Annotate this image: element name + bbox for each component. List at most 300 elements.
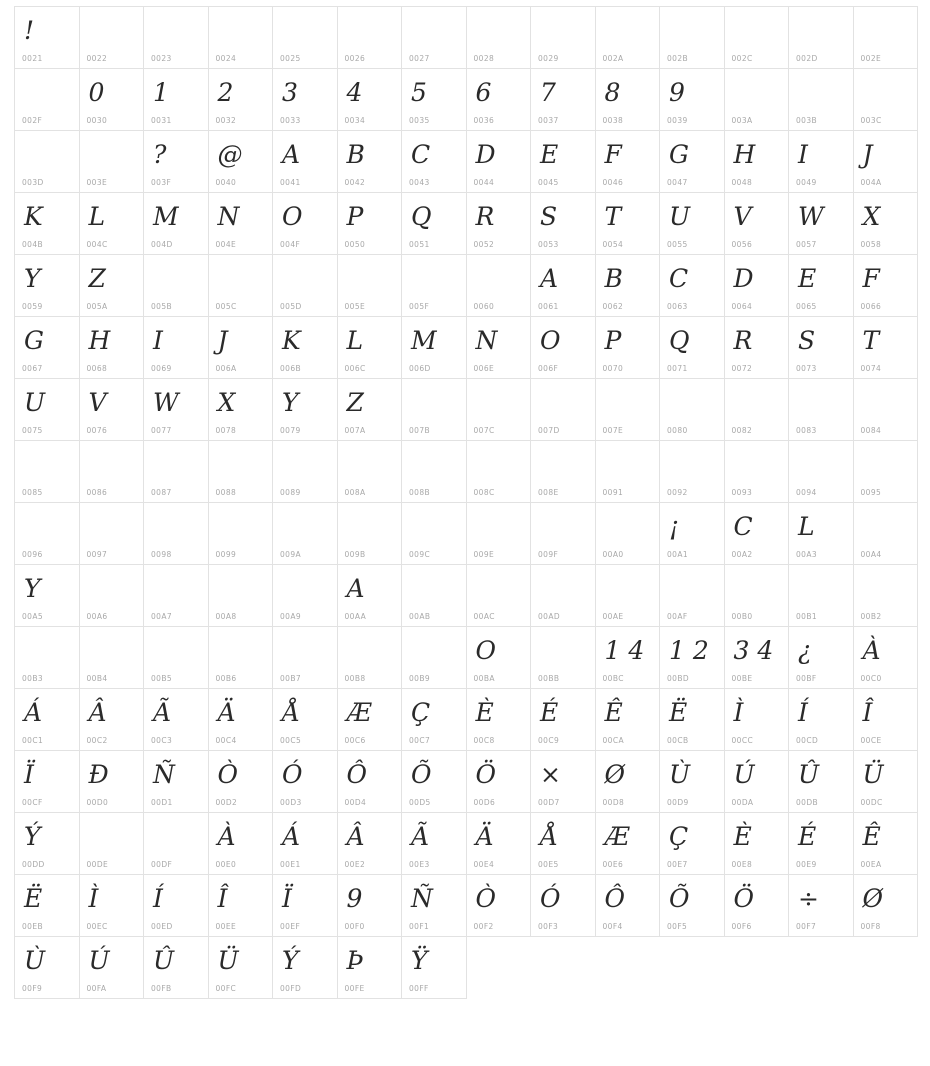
glyph-cell[interactable] xyxy=(144,751,209,813)
glyph-cell[interactable] xyxy=(596,7,661,69)
glyph-character: R xyxy=(475,202,495,231)
glyph-cell[interactable] xyxy=(273,69,338,131)
glyph-character xyxy=(596,509,660,545)
glyph-cell[interactable] xyxy=(80,937,145,999)
glyph-cell[interactable] xyxy=(596,875,661,937)
glyph-character: Ð xyxy=(88,760,109,789)
glyph-character xyxy=(80,137,144,173)
glyph-character xyxy=(660,571,724,607)
glyph-character xyxy=(402,385,466,421)
glyph-codepoint: 00D5 xyxy=(409,798,431,807)
glyph-cell[interactable] xyxy=(854,565,919,627)
glyph-cell[interactable] xyxy=(144,627,209,689)
glyph-cell[interactable] xyxy=(531,193,596,255)
glyph-cell[interactable] xyxy=(15,317,80,379)
glyph-cell[interactable] xyxy=(854,503,919,565)
glyph-cell[interactable] xyxy=(273,627,338,689)
glyph-cell[interactable] xyxy=(789,379,854,441)
glyph-cell[interactable] xyxy=(209,627,274,689)
glyph-cell[interactable] xyxy=(144,441,209,503)
glyph-cell[interactable] xyxy=(144,255,209,317)
glyph-cell[interactable] xyxy=(660,565,725,627)
glyph-codepoint: 0076 xyxy=(86,426,108,435)
glyph-cell[interactable] xyxy=(15,193,80,255)
glyph-cell[interactable] xyxy=(209,751,274,813)
glyph-codepoint: 003D xyxy=(22,178,44,187)
glyph-cell[interactable] xyxy=(402,441,467,503)
glyph-cell[interactable] xyxy=(273,565,338,627)
glyph-cell[interactable] xyxy=(725,317,790,379)
glyph-cell[interactable] xyxy=(338,565,403,627)
glyph-cell[interactable] xyxy=(854,379,919,441)
glyph-cell[interactable] xyxy=(660,255,725,317)
glyph-cell[interactable] xyxy=(402,875,467,937)
glyph-cell[interactable] xyxy=(144,193,209,255)
glyph-cell[interactable] xyxy=(273,937,338,999)
glyph-codepoint: 00B7 xyxy=(280,674,302,683)
glyph-codepoint: 0050 xyxy=(344,240,366,249)
glyph-cell[interactable] xyxy=(531,131,596,193)
glyph-codepoint: 0085 xyxy=(22,488,43,497)
glyph-codepoint: 0057 xyxy=(796,240,817,249)
glyph-cell[interactable] xyxy=(144,379,209,441)
glyph-cell[interactable] xyxy=(80,7,145,69)
glyph-cell[interactable] xyxy=(273,875,338,937)
glyph-codepoint: 00DD xyxy=(22,860,45,869)
glyph-cell[interactable] xyxy=(15,69,80,131)
glyph-cell[interactable] xyxy=(660,689,725,751)
glyph-character: W xyxy=(798,202,824,231)
glyph-character: Ý xyxy=(282,946,299,975)
glyph-cell[interactable] xyxy=(15,813,80,875)
glyph-cell[interactable] xyxy=(467,255,532,317)
glyph-codepoint: 00E1 xyxy=(280,860,301,869)
glyph-cell[interactable] xyxy=(467,565,532,627)
glyph-cell[interactable] xyxy=(660,813,725,875)
glyph-cell[interactable] xyxy=(596,689,661,751)
glyph-cell[interactable] xyxy=(15,937,80,999)
glyph-cell[interactable] xyxy=(273,255,338,317)
glyph-cell[interactable] xyxy=(531,875,596,937)
glyph-cell[interactable] xyxy=(15,751,80,813)
glyph-character: Î xyxy=(862,698,873,727)
glyph-character xyxy=(531,633,595,669)
glyph-cell[interactable] xyxy=(660,627,725,689)
glyph-cell[interactable] xyxy=(209,69,274,131)
glyph-cell[interactable] xyxy=(789,317,854,379)
glyph-cell[interactable] xyxy=(789,689,854,751)
glyph-character: A xyxy=(346,574,365,603)
glyph-codepoint: 00BA xyxy=(473,674,495,683)
glyph-cell[interactable] xyxy=(402,255,467,317)
glyph-cell[interactable] xyxy=(209,813,274,875)
glyph-cell[interactable] xyxy=(596,751,661,813)
glyph-cell[interactable] xyxy=(467,441,532,503)
glyph-cell[interactable] xyxy=(402,379,467,441)
glyph-cell[interactable] xyxy=(273,751,338,813)
glyph-cell[interactable] xyxy=(660,503,725,565)
glyph-character xyxy=(338,509,402,545)
glyph-character: È xyxy=(475,698,494,727)
glyph-cell[interactable] xyxy=(15,7,80,69)
glyph-cell[interactable] xyxy=(209,937,274,999)
glyph-cell[interactable] xyxy=(660,751,725,813)
glyph-cell[interactable] xyxy=(338,627,403,689)
glyph-cell[interactable] xyxy=(209,131,274,193)
glyph-cell[interactable] xyxy=(660,317,725,379)
glyph-cell[interactable] xyxy=(531,69,596,131)
glyph-cell[interactable] xyxy=(531,751,596,813)
glyph-cell[interactable] xyxy=(15,875,80,937)
glyph-character xyxy=(273,261,337,297)
glyph-cell[interactable] xyxy=(338,689,403,751)
glyph-cell[interactable] xyxy=(531,503,596,565)
glyph-codepoint: 00BC xyxy=(602,674,624,683)
glyph-cell[interactable] xyxy=(80,627,145,689)
glyph-cell[interactable] xyxy=(402,317,467,379)
glyph-cell[interactable] xyxy=(660,379,725,441)
glyph-cell[interactable] xyxy=(144,875,209,937)
glyph-cell[interactable] xyxy=(531,565,596,627)
glyph-cell[interactable] xyxy=(402,7,467,69)
glyph-character: F xyxy=(862,264,880,293)
glyph-cell[interactable] xyxy=(854,875,919,937)
glyph-cell[interactable] xyxy=(338,751,403,813)
glyph-cell[interactable] xyxy=(531,255,596,317)
glyph-cell[interactable] xyxy=(338,255,403,317)
glyph-cell[interactable] xyxy=(273,689,338,751)
glyph-cell[interactable] xyxy=(402,813,467,875)
glyph-cell[interactable] xyxy=(854,131,919,193)
glyph-character xyxy=(338,633,402,669)
glyph-cell[interactable] xyxy=(789,131,854,193)
glyph-cell[interactable] xyxy=(531,627,596,689)
glyph-cell[interactable] xyxy=(80,255,145,317)
glyph-cell[interactable] xyxy=(338,7,403,69)
glyph-cell[interactable] xyxy=(854,317,919,379)
glyph-cell[interactable] xyxy=(596,441,661,503)
glyph-cell[interactable] xyxy=(144,565,209,627)
glyph-cell[interactable] xyxy=(209,565,274,627)
glyph-cell[interactable] xyxy=(725,689,790,751)
glyph-cell[interactable] xyxy=(725,7,790,69)
glyph-cell[interactable] xyxy=(854,441,919,503)
glyph-cell[interactable] xyxy=(789,255,854,317)
glyph-character xyxy=(596,447,660,483)
glyph-cell[interactable] xyxy=(402,627,467,689)
glyph-codepoint: 0079 xyxy=(280,426,301,435)
glyph-cell[interactable] xyxy=(789,7,854,69)
glyph-cell[interactable] xyxy=(402,193,467,255)
glyph-cell[interactable] xyxy=(338,69,403,131)
glyph-cell[interactable] xyxy=(338,131,403,193)
glyph-cell[interactable] xyxy=(209,255,274,317)
glyph-character: R xyxy=(733,326,753,355)
glyph-codepoint: 00D7 xyxy=(538,798,560,807)
glyph-character xyxy=(209,633,273,669)
glyph-cell[interactable] xyxy=(725,379,790,441)
glyph-cell[interactable] xyxy=(144,689,209,751)
glyph-cell[interactable] xyxy=(725,503,790,565)
glyph-cell[interactable] xyxy=(596,317,661,379)
glyph-cell[interactable] xyxy=(273,317,338,379)
glyph-character: V xyxy=(88,388,107,417)
glyph-codepoint: 009C xyxy=(409,550,431,559)
glyph-cell[interactable] xyxy=(80,193,145,255)
glyph-cell[interactable] xyxy=(725,751,790,813)
glyph-codepoint: 00F6 xyxy=(731,922,752,931)
glyph-cell[interactable] xyxy=(338,813,403,875)
glyph-character: G xyxy=(24,326,44,355)
glyph-cell[interactable] xyxy=(467,131,532,193)
glyph-cell[interactable] xyxy=(144,317,209,379)
glyph-cell[interactable] xyxy=(467,813,532,875)
glyph-cell[interactable] xyxy=(854,7,919,69)
glyph-cell[interactable] xyxy=(660,69,725,131)
glyph-cell[interactable] xyxy=(15,689,80,751)
glyph-codepoint: 0049 xyxy=(796,178,817,187)
glyph-character xyxy=(467,571,531,607)
glyph-cell[interactable] xyxy=(531,7,596,69)
glyph-cell[interactable] xyxy=(338,875,403,937)
glyph-cell[interactable] xyxy=(80,69,145,131)
glyph-cell[interactable] xyxy=(80,813,145,875)
glyph-cell[interactable] xyxy=(273,503,338,565)
glyph-cell[interactable] xyxy=(467,7,532,69)
glyph-cell[interactable] xyxy=(531,689,596,751)
glyph-cell[interactable] xyxy=(725,255,790,317)
glyph-cell[interactable] xyxy=(402,937,467,999)
glyph-cell[interactable] xyxy=(209,379,274,441)
glyph-codepoint: 005D xyxy=(280,302,302,311)
glyph-cell[interactable] xyxy=(402,689,467,751)
glyph-cell[interactable] xyxy=(725,131,790,193)
glyph-codepoint: 00ED xyxy=(151,922,173,931)
glyph-cell[interactable] xyxy=(15,131,80,193)
glyph-codepoint: 00C2 xyxy=(86,736,108,745)
glyph-character xyxy=(144,447,208,483)
glyph-cell[interactable] xyxy=(273,379,338,441)
glyph-character: Y xyxy=(24,264,41,293)
glyph-cell[interactable] xyxy=(789,503,854,565)
glyph-cell[interactable] xyxy=(144,813,209,875)
glyph-character xyxy=(273,13,337,49)
glyph-cell[interactable] xyxy=(854,689,919,751)
glyph-cell[interactable] xyxy=(660,193,725,255)
glyph-codepoint: 006B xyxy=(280,364,302,373)
glyph-cell[interactable] xyxy=(338,503,403,565)
glyph-cell[interactable] xyxy=(338,379,403,441)
glyph-cell[interactable] xyxy=(80,689,145,751)
glyph-cell[interactable] xyxy=(80,441,145,503)
glyph-cell[interactable] xyxy=(209,441,274,503)
glyph-cell[interactable] xyxy=(273,193,338,255)
glyph-cell[interactable] xyxy=(273,813,338,875)
glyph-cell[interactable] xyxy=(467,627,532,689)
glyph-character: Å xyxy=(282,698,301,727)
glyph-cell[interactable] xyxy=(596,255,661,317)
glyph-cell[interactable] xyxy=(725,813,790,875)
glyph-cell[interactable] xyxy=(660,875,725,937)
glyph-codepoint: 007B xyxy=(409,426,431,435)
glyph-cell[interactable] xyxy=(80,751,145,813)
glyph-cell[interactable] xyxy=(789,565,854,627)
glyph-cell[interactable] xyxy=(596,379,661,441)
glyph-cell[interactable] xyxy=(402,131,467,193)
glyph-codepoint: 0025 xyxy=(280,54,301,63)
glyph-character xyxy=(80,571,144,607)
glyph-codepoint: 0087 xyxy=(151,488,172,497)
glyph-codepoint: 00F9 xyxy=(22,984,43,993)
glyph-codepoint: 00C7 xyxy=(409,736,431,745)
glyph-codepoint: 0043 xyxy=(409,178,430,187)
glyph-cell[interactable] xyxy=(338,193,403,255)
glyph-cell[interactable] xyxy=(789,751,854,813)
glyph-cell[interactable] xyxy=(15,441,80,503)
glyph-cell[interactable] xyxy=(80,379,145,441)
glyph-cell[interactable] xyxy=(15,255,80,317)
glyph-cell[interactable] xyxy=(80,317,145,379)
glyph-cell[interactable] xyxy=(144,7,209,69)
glyph-cell[interactable] xyxy=(467,689,532,751)
glyph-cell[interactable] xyxy=(402,751,467,813)
glyph-cell[interactable] xyxy=(402,565,467,627)
glyph-cell[interactable] xyxy=(80,503,145,565)
glyph-codepoint: 0099 xyxy=(215,550,237,559)
glyph-cell[interactable] xyxy=(854,69,919,131)
glyph-cell[interactable] xyxy=(596,69,661,131)
glyph-character xyxy=(660,385,724,421)
glyph-character: Æ xyxy=(346,698,372,727)
glyph-cell[interactable] xyxy=(15,627,80,689)
glyph-cell[interactable] xyxy=(338,317,403,379)
glyph-cell[interactable] xyxy=(596,627,661,689)
glyph-character: Q xyxy=(411,202,432,231)
glyph-cell[interactable] xyxy=(80,875,145,937)
glyph-cell[interactable] xyxy=(15,379,80,441)
glyph-cell[interactable] xyxy=(789,627,854,689)
glyph-cell[interactable] xyxy=(660,131,725,193)
glyph-cell[interactable] xyxy=(531,379,596,441)
glyph-cell[interactable] xyxy=(596,131,661,193)
glyph-cell[interactable] xyxy=(725,565,790,627)
glyph-character xyxy=(596,13,660,49)
glyph-character: Û xyxy=(153,946,175,975)
glyph-cell[interactable] xyxy=(273,7,338,69)
glyph-cell[interactable] xyxy=(789,193,854,255)
glyph-cell[interactable] xyxy=(273,131,338,193)
glyph-cell[interactable] xyxy=(209,317,274,379)
glyph-cell[interactable] xyxy=(789,441,854,503)
glyph-cell[interactable] xyxy=(467,503,532,565)
glyph-codepoint: 0033 xyxy=(280,116,301,125)
glyph-cell[interactable] xyxy=(273,441,338,503)
glyph-cell[interactable] xyxy=(338,441,403,503)
glyph-character: T xyxy=(604,202,622,231)
glyph-cell[interactable] xyxy=(402,69,467,131)
glyph-cell[interactable] xyxy=(467,751,532,813)
glyph-cell[interactable] xyxy=(209,689,274,751)
glyph-character: J xyxy=(862,140,873,169)
glyph-cell[interactable] xyxy=(854,193,919,255)
glyph-cell[interactable] xyxy=(467,379,532,441)
glyph-cell[interactable] xyxy=(789,813,854,875)
glyph-cell[interactable] xyxy=(209,503,274,565)
glyph-cell[interactable] xyxy=(725,193,790,255)
glyph-cell[interactable] xyxy=(531,317,596,379)
glyph-cell[interactable] xyxy=(467,875,532,937)
glyph-codepoint: 00B9 xyxy=(409,674,431,683)
glyph-cell[interactable] xyxy=(144,131,209,193)
glyph-cell[interactable] xyxy=(144,69,209,131)
glyph-character xyxy=(596,385,660,421)
glyph-cell[interactable] xyxy=(15,503,80,565)
glyph-cell[interactable] xyxy=(596,503,661,565)
glyph-character: Ë xyxy=(24,884,43,913)
glyph-cell[interactable] xyxy=(596,193,661,255)
glyph-codepoint: 00D4 xyxy=(344,798,367,807)
glyph-codepoint: 004D xyxy=(151,240,173,249)
glyph-cell[interactable] xyxy=(725,627,790,689)
glyph-cell[interactable] xyxy=(80,131,145,193)
glyph-cell[interactable] xyxy=(854,751,919,813)
glyph-codepoint: 00A6 xyxy=(86,612,108,621)
glyph-codepoint: 0078 xyxy=(215,426,237,435)
glyph-cell[interactable] xyxy=(789,875,854,937)
glyph-cell[interactable] xyxy=(209,875,274,937)
glyph-cell[interactable] xyxy=(725,441,790,503)
glyph-cell[interactable] xyxy=(467,193,532,255)
glyph-cell[interactable] xyxy=(209,193,274,255)
glyph-cell[interactable] xyxy=(660,7,725,69)
glyph-cell[interactable] xyxy=(209,7,274,69)
glyph-cell[interactable] xyxy=(854,255,919,317)
glyph-codepoint: 0056 xyxy=(731,240,753,249)
glyph-cell[interactable] xyxy=(725,875,790,937)
glyph-cell[interactable] xyxy=(854,813,919,875)
glyph-cell[interactable] xyxy=(789,69,854,131)
glyph-character: P xyxy=(604,326,622,355)
glyph-codepoint: 00B5 xyxy=(151,674,173,683)
glyph-cell[interactable] xyxy=(338,937,403,999)
glyph-character: Ý xyxy=(24,822,41,851)
glyph-cell[interactable] xyxy=(467,69,532,131)
glyph-cell[interactable] xyxy=(660,441,725,503)
glyph-codepoint: 00EA xyxy=(860,860,882,869)
glyph-cell[interactable] xyxy=(854,627,919,689)
glyph-codepoint: 00B6 xyxy=(215,674,237,683)
glyph-cell[interactable] xyxy=(402,503,467,565)
glyph-cell[interactable] xyxy=(596,813,661,875)
glyph-codepoint: 00AC xyxy=(473,612,495,621)
glyph-cell[interactable] xyxy=(144,503,209,565)
glyph-character: Ü xyxy=(862,760,884,789)
glyph-cell[interactable] xyxy=(15,565,80,627)
glyph-cell[interactable] xyxy=(531,441,596,503)
glyph-cell[interactable] xyxy=(531,813,596,875)
glyph-codepoint: 00CD xyxy=(796,736,819,745)
glyph-codepoint: 00A2 xyxy=(731,550,753,559)
glyph-cell[interactable] xyxy=(80,565,145,627)
glyph-cell[interactable] xyxy=(467,317,532,379)
glyph-cell[interactable] xyxy=(725,69,790,131)
glyph-character xyxy=(467,385,531,421)
glyph-character: A xyxy=(282,140,301,169)
glyph-cell[interactable] xyxy=(144,937,209,999)
glyph-character xyxy=(15,633,79,669)
glyph-character: C xyxy=(669,264,689,293)
glyph-cell[interactable] xyxy=(596,565,661,627)
